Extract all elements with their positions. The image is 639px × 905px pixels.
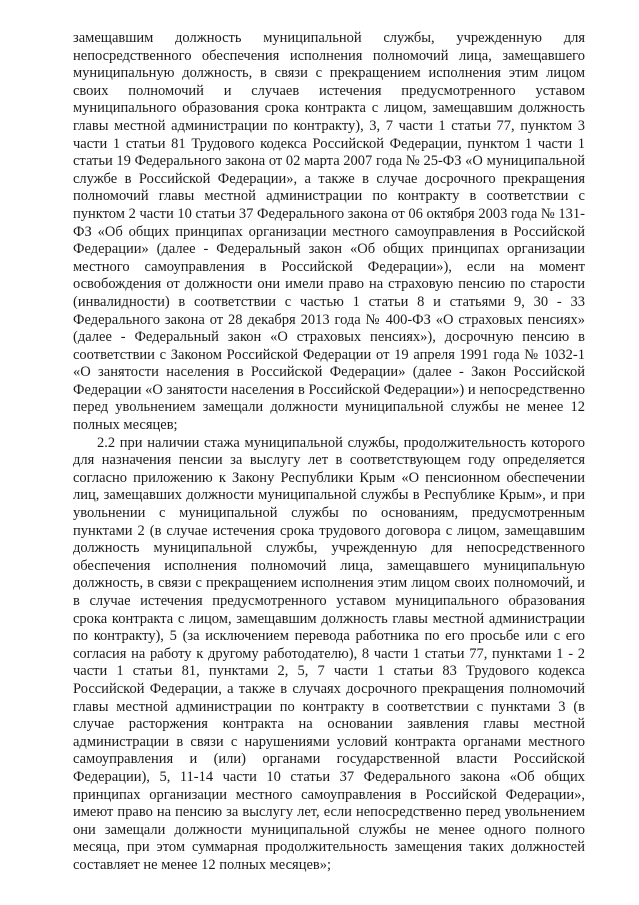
paragraph-2-2: 2.2 при наличии стажа муниципальной службы, продолжительность которого для назначения пенсии за выслугу лет в соответствующем году определяется согласно приложению к Закону Республики Крым «О пенсионном обеспечении лиц, замещавших должности муниципальной службы в Республике Крым», и при увольнении с муниципальной службы по основаниям, предусмотренным пунктами 2 (в случае истечения срока трудового договора с лицом, замещавшим должность муниципальной службы, учрежденную для непосредственного обеспечения исполнения полномочий лица, замещавшего муниципальную должность, в связи с прекращением исполнения этим лицом своих полномочий, и в случае истечения предусмотренного уставом муниципального образования срока контракта с лицом, замещавшим должность главы местной администрации по контракту), 5 (за исключением перевода работника по его просьбе или с его согласия на работу к другому работодателю), 8 части 1 статьи 77, пунктами 1 - 2 части 1 статьи 81, пунктами 2, 5, 7 части 1 статьи 83 Трудового кодекса Российской Федерации, а также в случаях досрочного прекращения полномочий главы местной администрации по контракту в соответствии с пунктами 3 (в случае расторжения контракта на основании заявления главы местной администрации в связи с нарушениями условий контракта органами местного самоуправления и (или) органами государственной власти Российской Федерации), 5, 11-14 части 10 статьи 37 Федерального закона «Об общих принципах организации местного самоуправления в Российской Федерации», имеют право на пенсию за выслугу лет, если непосредственно перед увольнением они замещали должности муниципальной службы не менее одного полного месяца, при этом суммарная продолжительность замещения таких должностей составляет не менее 12 полных месяцев»;	[73, 434, 585, 873]
paragraph-continuation: замещавшим должность муниципальной службы, учрежденную для непосредственного обеспечения исполнения полномочий лица, замещавшего муниципальную должность, в связи с прекращением исполнения этим лицом своих полномочий и случаев истечения предусмотренного уставом муниципального образования срока контракта с лицом, замещавшим должность главы местной администрации по контракту), 3, 7 части 1 статьи 77, пунктом 3 части 1 статьи 81 Трудового кодекса Российской Федерации, пунктом 1 части 1 статьи 19 Федерального закона от 02 марта 2007 года № 25-ФЗ «О муниципальной службе в Российской Федерации», а также в случае досрочного прекращения полномочий главы местной администрации по контракту в соответствии с пунктом 2 части 10 статьи 37 Федерального закона от 06 октября 2003 года № 131-ФЗ «Об общих принципах организации местного самоуправления в Российской Федерации» (далее - Федеральный закон «Об общих принципах организации местного самоуправления в Российской Федерации»), если на момент освобождения от должности они имели право на страховую пенсию по старости (инвалидности) в соответствии с частью 1 статьи 8 и статьями 9, 30 - 33 Федерального закона от 28 декабря 2013 года № 400-ФЗ «О страховых пенсиях» (далее - Федеральный закон «О страховых пенсиях»), досрочную пенсию в соответствии с Законом Российской Федерации от 19 апреля 1991 года № 1032-1 «О занятости населения в Российской Федерации» (далее - Закон Российской Федерации «О занятости населения в Российской Федерации») и непосредственно перед увольнением замещали должности муниципальной службы не менее 12 полных месяцев;	[73, 30, 585, 434]
document-body	[73, 30, 585, 875]
